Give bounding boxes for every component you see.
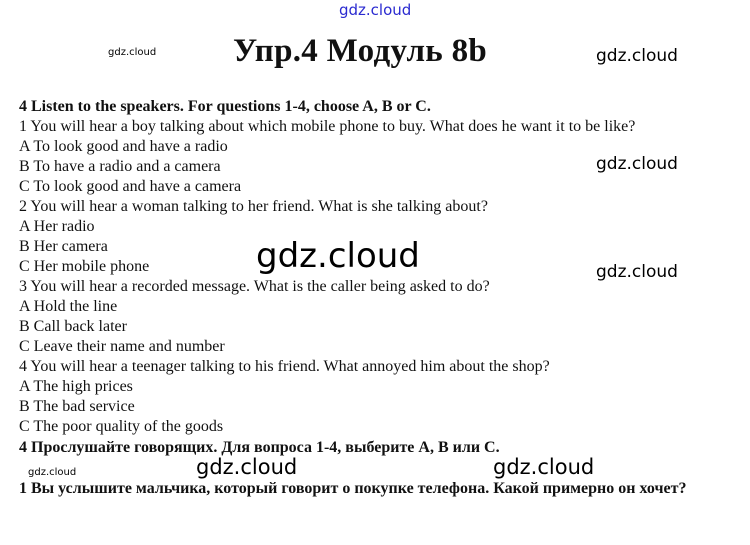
question-3-option-c: C Leave their name and number	[19, 338, 225, 355]
watermark-top: gdz.cloud	[339, 1, 412, 19]
watermark-right-3: gdz.cloud	[596, 262, 678, 282]
question-2: 2 You will hear a woman talking to her friend. What is she talking about?	[19, 198, 488, 215]
question-ru-1: 1 Вы услышите мальчика, который говорит о покупке телефона. Какой примерно он хочет?	[19, 480, 687, 497]
question-4-option-c: C The poor quality of the goods	[19, 418, 224, 435]
question-1: 1 You will hear a boy talking about which mobile phone to buy. What does he want it to be like?	[19, 118, 636, 135]
watermark-bottom-left-small: gdz.cloud	[28, 467, 77, 478]
question-3-option-b: B Call back later	[19, 318, 127, 335]
question-1-option-a: A To look good and have a radio	[19, 138, 228, 155]
watermark-bottom-1: gdz.cloud	[196, 455, 298, 479]
watermark-center: gdz.cloud	[256, 236, 420, 276]
question-4-option-a: A The high prices	[19, 378, 133, 395]
question-3-option-a: A Hold the line	[19, 298, 118, 315]
watermark-right-1: gdz.cloud	[596, 46, 678, 66]
question-4: 4 You will hear a teenager talking to his friend. What annoyed him about the shop?	[19, 358, 550, 375]
instruction-en: 4 Listen to the speakers. For questions 1-4, choose A, B or C.	[19, 98, 431, 115]
question-1-option-b: B To have a radio and a camera	[19, 158, 221, 175]
question-3: 3 You will hear a recorded message. What is the caller being asked to do?	[19, 278, 490, 295]
watermark-small-left: gdz.cloud	[108, 47, 157, 58]
question-4-option-b: B The bad service	[19, 398, 135, 415]
question-2-option-b: B Her camera	[19, 238, 108, 255]
instruction-ru: 4 Прослушайте говорящих. Для вопроса 1-4, выберите А, В или С.	[19, 439, 500, 456]
page-title: Упр.4 Модуль 8b	[232, 33, 488, 69]
question-1-option-c: C To look good and have a camera	[19, 178, 242, 195]
watermark-bottom-2: gdz.cloud	[493, 455, 595, 479]
watermark-right-2: gdz.cloud	[596, 154, 678, 174]
question-2-option-c: C Her mobile phone	[19, 258, 150, 275]
question-2-option-a: A Her radio	[19, 218, 95, 235]
